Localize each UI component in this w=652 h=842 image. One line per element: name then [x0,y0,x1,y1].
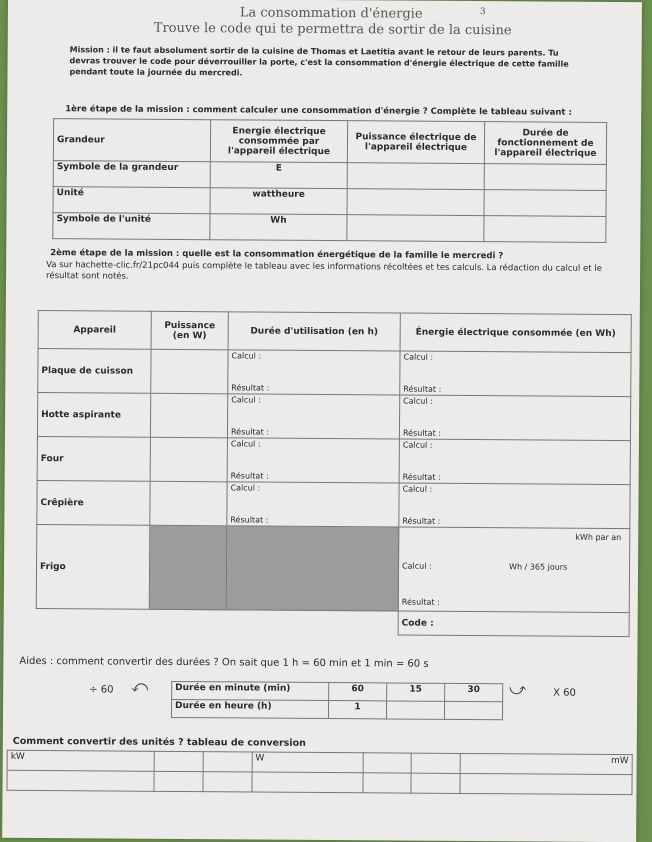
energie-cell-frigo[interactable]: kWh par an Calcul : Wh / 365 jours Résultat : [398,527,630,613]
step2-instructions: Va sur hachette-clic.fr/21pc044 puis complète le tableau avec les informations récoltées et tes calculs. La rédaction du calcul et le résultat sont notés. [46,260,602,282]
table-row-frigo [36,525,630,613]
header-duree-h: Durée d'utilisation (en h) [228,312,400,351]
header-puissance-w: Puissance (en W) [151,311,228,350]
cell-symbole-unite-duree[interactable] [484,216,606,243]
puissance-cell[interactable] [150,393,227,438]
puissance-cell[interactable] [150,481,227,526]
multiply-label: X 60 [553,687,576,699]
table-row [37,437,630,485]
header-energie-wh: Énergie électrique consommée (en Wh) [400,313,631,353]
title-sub: Trouve le code qui te permettra de sortir de la cuisine [153,20,512,39]
appareil-name-frigo: Frigo [36,525,150,610]
consumption-table [36,310,632,637]
mission-text: Mission : il te faut absolument sortir de la cuisine de Thomas et Laetitia avant le retour de leurs parents. Tu devras trouver le code pour déverrouiller la porte, c'est la consommation d'énergie électrique de cette famille pendant toute la journée du mercredi. [69,45,569,78]
duree-cell[interactable]: Calcul : Résultat : [227,394,399,439]
header-energie: Energie électrique consommée par l'appareil électrique [210,120,347,163]
appareil-name: Four [37,437,150,482]
shaded-cell [226,526,399,611]
step2-text: 2ème étape de la mission : quelle est la consommation énergétique de la famille le mercredi ? [50,248,504,262]
title-main: La consommation d'énergie [239,5,423,22]
curved-arrow-right-icon: ⤻ [509,679,527,699]
code-cell[interactable]: Code : [398,611,629,637]
cell-symbole-unite-energie: Wh [210,214,347,241]
cell-symbole-energie: E [210,162,347,189]
cell-symbole-unite-puissance[interactable] [347,215,484,242]
divide-label: ÷ 60 [89,684,114,696]
table-row [38,349,631,397]
units-title: Comment convertir des unités ? tableau de conversion [12,735,306,749]
conversion-table: Durée en minute (min) 60 15 30 Durée en heure (h) 1 [171,681,503,720]
puissance-cell[interactable] [151,349,228,394]
cell-unite-energie: wattheure [210,188,347,215]
aides-text: Aides : comment convertir des durées ? On sait que 1 h = 60 min et 1 min = 60 s [19,655,429,670]
header-grandeur: Grandeur [53,119,210,162]
appareil-name: Plaque de cuisson [38,349,151,394]
shaded-cell [149,525,227,610]
page-number: 3 [479,7,486,18]
cell-symbole-puissance[interactable] [347,163,484,190]
appareil-name: Crêpière [37,481,150,526]
energie-cell[interactable]: Calcul : Résultat : [399,439,630,485]
cell-unite-duree[interactable] [484,190,606,217]
duree-cell[interactable]: Calcul : Résultat : [227,438,399,483]
row-label-symbole-unite: Symbole de l'unité [53,213,210,240]
header-appareil: Appareil [38,311,151,350]
worksheet-page [2,0,642,842]
header-duree: Durée de fonctionnement de l'appareil électrique [484,122,606,165]
cell-unite-puissance[interactable] [347,189,484,216]
step1-text: 1ère étape de la mission : comment calculer une consommation d'énergie ? Complète le tableau suivant : [65,104,572,118]
energie-cell[interactable]: Calcul : Résultat : [400,351,631,397]
duree-cell[interactable]: Calcul : Résultat : [227,482,399,527]
energie-cell[interactable]: Calcul : Résultat : [399,395,630,441]
puissance-cell[interactable] [150,437,227,482]
curved-arrow-left-icon: ⤺ [131,676,149,696]
row-label-unite: Unité [53,187,210,214]
row-label-symbole: Symbole de la grandeur [53,161,210,188]
header-puissance: Puissance électrique de l'appareil électrique [347,121,484,164]
table-row [37,393,630,441]
cell-symbole-duree[interactable] [484,164,606,191]
energy-table [52,118,607,243]
energie-cell[interactable]: Calcul : Résultat : [399,483,630,529]
duree-cell[interactable]: Calcul : Résultat : [228,350,400,395]
table-row [37,481,630,529]
appareil-name: Hotte aspirante [37,393,150,438]
units-conversion-table: kW W mW [6,750,632,795]
